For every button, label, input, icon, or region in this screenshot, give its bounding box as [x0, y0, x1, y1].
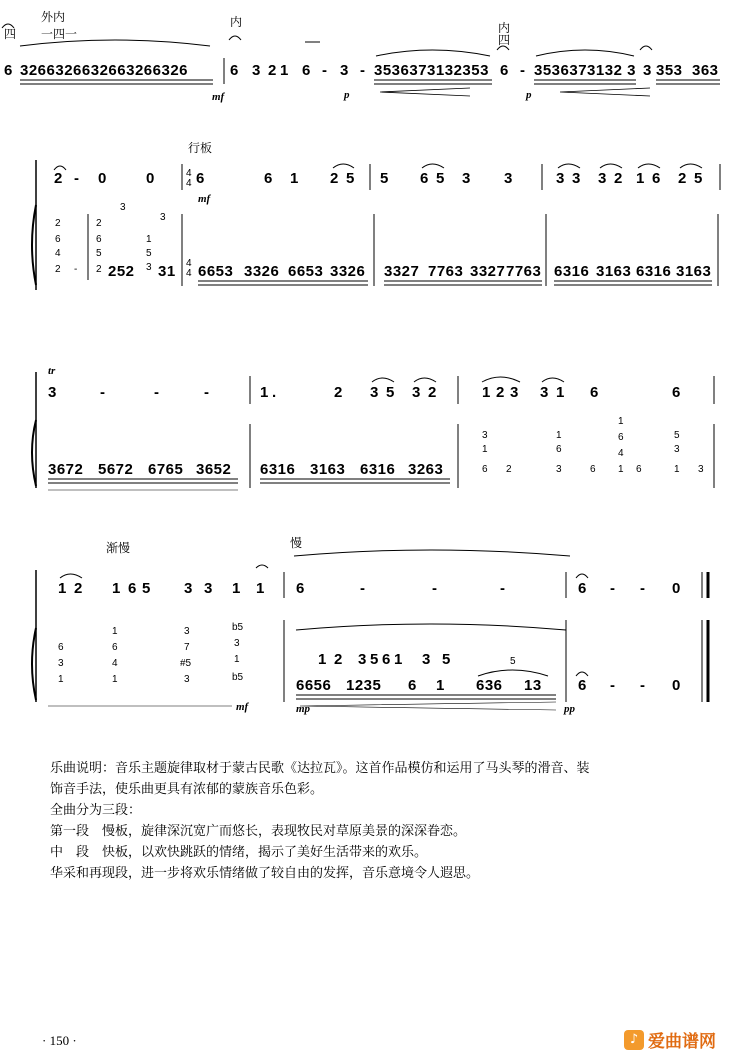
note-run: 6656 [296, 677, 332, 694]
note: 2 [614, 170, 623, 187]
dash: - [100, 384, 106, 401]
site-watermark [624, 1027, 716, 1052]
dash: - [610, 580, 616, 597]
note: . [272, 384, 277, 401]
note: 2 [54, 170, 63, 187]
note: 2 [330, 170, 339, 187]
chord-note: 3 [674, 444, 680, 455]
note: 2 [496, 384, 505, 401]
note: 5 [386, 384, 395, 401]
time-signature: 4 [186, 268, 192, 279]
note: 3 [572, 170, 581, 187]
note-run: 5672 [98, 461, 134, 478]
dash: - [74, 170, 80, 187]
system-4 [32, 535, 708, 715]
dash: - [500, 580, 506, 597]
dynamic-marking: pp [564, 703, 575, 715]
note: 5 [694, 170, 703, 187]
chord-note: 4 [112, 658, 118, 669]
note-run: 3327 [470, 263, 506, 280]
chord-note: 6 [636, 464, 642, 475]
rest: 0 [672, 677, 681, 694]
chord-note: 4 [55, 248, 61, 259]
chord-note: 6 [55, 234, 61, 245]
note-run: 6316 [260, 461, 296, 478]
slur [294, 550, 570, 556]
dash: - [640, 677, 646, 694]
note: 3 [556, 170, 565, 187]
chord-note: b5 [232, 672, 244, 683]
slur [536, 50, 634, 56]
chord-note: 5 [146, 248, 152, 259]
note: 5 [436, 170, 445, 187]
chord-note: 5 [674, 430, 680, 441]
chord-note: 1 [556, 430, 562, 441]
chord-note: 1 [482, 444, 488, 455]
accomp-measure [384, 263, 542, 285]
chord-note: 1 [112, 674, 118, 685]
chord-note: 1 [674, 464, 680, 475]
chord-note: 3 [482, 430, 488, 441]
note-run: 31 [158, 263, 176, 280]
slur [680, 164, 702, 168]
chord-note: 3 [184, 626, 190, 637]
dash: - [520, 62, 526, 79]
crescendo-hairpin [380, 88, 470, 96]
note: 3 [422, 651, 431, 668]
note-run: 3326 [330, 263, 366, 280]
note: 1 [636, 170, 645, 187]
tuplet-number: 3 [160, 212, 166, 223]
chord-note: 3 [698, 464, 704, 475]
chord-note: 1 [618, 464, 624, 475]
note: 3 [358, 651, 367, 668]
rest: 0 [672, 580, 681, 597]
chord-note: 6 [482, 464, 488, 475]
note: 6 [196, 170, 205, 187]
note-run: 636 [476, 677, 503, 694]
chord-note: 3 [146, 262, 152, 273]
chord-note: 2 [55, 264, 61, 275]
slur [600, 164, 622, 168]
fingering-mark: 四 [498, 33, 511, 47]
note: 6 [500, 62, 509, 79]
note-run: 1235 [346, 677, 382, 694]
note: 6 [296, 580, 305, 597]
fingering-mark: 四 [4, 27, 17, 41]
trill-wave [256, 565, 268, 568]
note-run: 7763 [506, 263, 542, 280]
note-run: 3163 [676, 263, 712, 280]
note-run: 3326 [244, 263, 280, 280]
note: 2 [428, 384, 437, 401]
note: 2 [334, 651, 343, 668]
note: 3 [462, 170, 471, 187]
dash: - [360, 62, 366, 79]
note: 6 [4, 62, 13, 79]
note-run: 7763 [428, 263, 464, 280]
chord-note: b5 [232, 622, 244, 633]
slur [296, 624, 566, 630]
chord-note: 6 [96, 234, 102, 245]
fingering-mark: 内 [498, 21, 511, 35]
rest: 0 [98, 170, 107, 187]
chord-note: 6 [556, 444, 562, 455]
chord-note: 3 [184, 674, 190, 685]
chord-note: 3 [234, 638, 240, 649]
explanation-line: 第一段 慢板，旋律深沉宽广而悠长，表现牧民对草原美景的深深眷恋。 [50, 824, 467, 839]
note: 3 [252, 62, 261, 79]
slur [333, 164, 354, 168]
dash: - [204, 384, 210, 401]
tuplet-number: 3 [120, 202, 126, 213]
dynamic-marking: p [526, 89, 532, 101]
fermata [229, 36, 241, 40]
chord-note: 7 [184, 642, 190, 653]
note-run: 3672 [48, 461, 84, 478]
accomp-measure [48, 461, 238, 490]
dash: - [154, 384, 160, 401]
note: 3 [204, 580, 213, 597]
system-1 [2, 9, 720, 103]
piece-explanation [50, 758, 710, 884]
note-run: 3163 [596, 263, 632, 280]
note: 1 [58, 580, 67, 597]
page-number: · 150 · [42, 1033, 77, 1048]
chord-note: 2 [96, 264, 102, 275]
note-run: 6316 [360, 461, 396, 478]
slur [482, 377, 520, 382]
chord-note: 6 [112, 642, 118, 653]
system-2 [32, 140, 720, 290]
slur [478, 670, 548, 676]
slur [60, 574, 82, 578]
chord-note: 3 [58, 658, 64, 669]
note: 6 [578, 580, 587, 597]
explanation-line: 中 段 快板，以欢快跳跃的情绪，揭示了美好生活带来的欢乐。 [50, 845, 428, 860]
explanation-line: 饰音手法，使乐曲更具有浓郁的蒙族音乐色彩。 [50, 782, 324, 797]
note-run: 6653 [198, 263, 234, 280]
note: 3 [598, 170, 607, 187]
slur [422, 164, 444, 168]
chord-note: 6 [590, 464, 596, 475]
slur [414, 378, 436, 382]
chord-note: 3 [556, 464, 562, 475]
tuplet-number: 5 [510, 656, 516, 667]
chord-note: 2 [506, 464, 512, 475]
note: 6 [264, 170, 273, 187]
chord-note: 1 [146, 234, 152, 245]
note: 5 [442, 651, 451, 668]
note-run: 363 [692, 62, 719, 79]
note: 1 [256, 580, 265, 597]
chord-note: 6 [618, 432, 624, 443]
note: 3 [643, 62, 652, 79]
note-run: 6316 [636, 263, 672, 280]
dash: - [640, 580, 646, 597]
time-signature: 4 [186, 258, 192, 269]
chord-note: 4 [618, 448, 624, 459]
note: 6 [302, 62, 311, 79]
note: 6 [408, 677, 417, 694]
note: 1 [318, 651, 327, 668]
fingering-mark: 外内 [41, 10, 66, 24]
note-run: 353 [656, 62, 683, 79]
crescendo-hairpin [560, 88, 650, 96]
accomp-chords [482, 416, 704, 475]
tempo-marking: 渐慢 [106, 541, 131, 555]
note: 2 [268, 62, 277, 79]
accomp-measure [554, 263, 712, 285]
note-run: 3263 [408, 461, 444, 478]
explanation-line: 华采和再现段，进一步将欢乐情绪做了较自由的发挥，音乐意境令人遐思。 [50, 866, 480, 881]
note: 3 [184, 580, 193, 597]
slur [558, 164, 580, 168]
chord-note: 2 [96, 218, 102, 229]
fingering-mark: 一四一 [41, 27, 78, 41]
note: 3 [540, 384, 549, 401]
note: 6 [420, 170, 429, 187]
slur [376, 50, 490, 56]
note: 6 [128, 580, 137, 597]
note: 5 [380, 170, 389, 187]
explanation-line: 全曲分为三段： [50, 803, 142, 818]
note: 6 [578, 677, 587, 694]
tempo-marking: 慢 [290, 536, 303, 550]
note: 3 [504, 170, 513, 187]
note: 3 [48, 384, 57, 401]
note-run: 3536373132 3 [534, 62, 636, 79]
chord-note: 1 [618, 416, 624, 427]
dash: - [360, 580, 366, 597]
note: 1 [436, 677, 445, 694]
note: 5 [346, 170, 355, 187]
dynamic-marking: mp [296, 703, 311, 715]
chord-note: 6 [58, 642, 64, 653]
note-run: 3536373132353 [374, 62, 489, 79]
note: 2 [678, 170, 687, 187]
note-run: 3652 [196, 461, 232, 478]
accomp-measure [198, 263, 368, 285]
note: 1 [112, 580, 121, 597]
chord-note: 1 [234, 654, 240, 665]
note: 1 [482, 384, 491, 401]
note: 3 [340, 62, 349, 79]
note-run: 252 [108, 263, 135, 280]
note: 5 [370, 651, 379, 668]
note: 5 [142, 580, 151, 597]
fingering-mark: 内 [230, 15, 243, 29]
chord-note: 2 [55, 218, 61, 229]
note: 3 [510, 384, 519, 401]
slur [542, 378, 564, 382]
explanation-line: 乐曲说明：音乐主题旋律取材于蒙古民歌《达拉瓦》。这首作品模仿和运用了马头琴的滑音、装 [50, 761, 590, 776]
fermata [576, 672, 588, 676]
dynamic-marking: p [344, 89, 350, 101]
system-3 [32, 365, 714, 490]
note-run: 3163 [310, 461, 346, 478]
slur [372, 378, 394, 382]
note: 6 [230, 62, 239, 79]
note-run: 3266326632663266326 [20, 62, 189, 79]
rest: 0 [146, 170, 155, 187]
diminuendo-hairpin [300, 702, 556, 710]
note-run: 6765 [148, 461, 184, 478]
dash: - [432, 580, 438, 597]
note: 6 [382, 651, 391, 668]
dynamic-marking: mf [212, 91, 225, 103]
note: 2 [74, 580, 83, 597]
note-run: 3327 [384, 263, 420, 280]
note: 6 [652, 170, 661, 187]
fermata [576, 574, 588, 578]
tempo-marking: 行板 [188, 141, 213, 155]
note: 3 [370, 384, 379, 401]
note: 6 [590, 384, 599, 401]
dash: - [322, 62, 328, 79]
note: 2 [334, 384, 343, 401]
dynamic-marking: mf [198, 193, 211, 205]
dynamic-marking: mf [236, 701, 249, 713]
music-note-icon: ♪ [624, 1030, 644, 1050]
note: 6 [672, 384, 681, 401]
note-run: 6316 [554, 263, 590, 280]
chord-note: 1 [58, 674, 64, 685]
slur [638, 164, 660, 168]
chord-note: 1 [112, 626, 118, 637]
note: 1 [556, 384, 565, 401]
note: 1 [290, 170, 299, 187]
fermata [640, 46, 652, 50]
dash: - [74, 264, 78, 275]
note: 1 [232, 580, 241, 597]
note: 1 [280, 62, 289, 79]
accomp-measure [260, 461, 450, 483]
note: 1 [260, 384, 269, 401]
time-signature: 4 [186, 178, 192, 189]
note-run: 6653 [288, 263, 324, 280]
chord-note: 5 [96, 248, 102, 259]
chord-note: #5 [180, 658, 192, 669]
trill-marking: tr [48, 365, 56, 377]
dash: - [610, 677, 616, 694]
note: 1 [394, 651, 403, 668]
note: 3 [412, 384, 421, 401]
note-run: 13 [524, 677, 542, 694]
watermark-text: 爱曲谱网 [648, 1032, 716, 1052]
time-signature: 4 [186, 168, 192, 179]
